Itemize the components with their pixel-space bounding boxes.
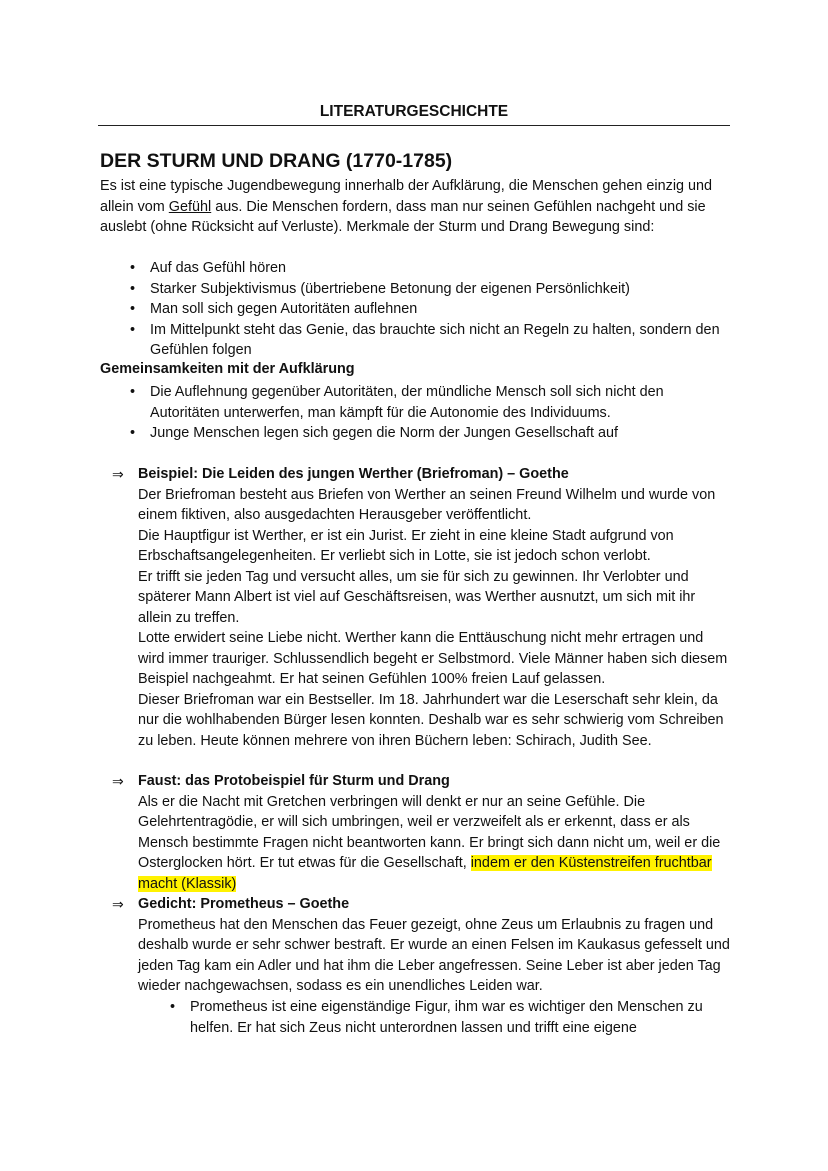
intro-underlined-word: Gefühl [168, 198, 212, 215]
intro-paragraph [100, 176, 740, 238]
prometheus-title: Gedicht: Prometheus – Goethe [138, 896, 350, 912]
intro-text-after: aus. Die Menschen fordern, dass man nur seinen Gefühlen nachgeht und sie auslebt (ohne Rücksicht auf Verluste). Merkmale der Sturm und Drang Bewegung sind: [100, 198, 706, 235]
faust-text: Als er die Nacht mit Gretchen verbringen will denkt er nur an seine Gefühle. Die Gelehrtentragödie, er will sich umbringen, weil er verzweifelt als er erkennt, dass er als Mensch bestimmte Fragen nicht beantworten kann. Er bringt sich dann nicht um, weil er die Osterglocken hört. Er tut etwas für die Gesellschaft, [138, 793, 721, 871]
section-heading: DER STURM UND DRANG (1770-1785) [100, 150, 453, 172]
list-item: • Starker Subjektivismus (übertriebene Betonung der eigenen Persönlichkeit) [128, 279, 736, 300]
list-item: • Man soll sich gegen Autoritäten auflehnen [128, 299, 736, 320]
common-features-heading: Gemeinsamkeiten mit der Aufklärung [100, 361, 355, 377]
prometheus-points-list [168, 997, 734, 1038]
arrow-icon: ⇒ [112, 466, 124, 482]
bullet-icon: • [130, 280, 136, 297]
bullet-icon: • [170, 999, 176, 1015]
werther-paragraph-5: Dieser Briefroman war ein Bestseller. Im 18. Jahrhundert war die Leserschaft sehr klein, da nur die wohlhabenden Bürger lesen konnten. Deshalb war es sehr schwierig vom Schreiben zu leben. Heute können mehrere von ihren Büchern leben: Schirach, Judith See. [138, 691, 724, 749]
bullet-icon: • [130, 260, 136, 276]
werther-paragraph-1: Der Briefroman besteht aus Briefen von Werther an seinen Freund Wilhelm und wurde von einem fiktiven, also ausgedachten Herausgeber veröffentlicht. [138, 486, 716, 523]
title-underline-rule [98, 125, 730, 126]
prometheus-section [112, 894, 732, 997]
bullet-icon: • [130, 425, 136, 441]
list-item: • Junge Menschen legen sich gegen die Norm der Jungen Gesellschaft auf [128, 423, 736, 444]
faust-highlighted-text: indem er den Küstenstreifen fruchtbar macht (Klassik) [138, 855, 712, 892]
werther-paragraph-3: Er trifft sie jeden Tag und versucht alles, um sie für sich zu gewinnen. Ihr Verlobter und späterer Mann Albert ist viel auf Geschäftsreisen, was Werther ausnutzt, um sich mit ihr allein zu treffen. [138, 568, 696, 626]
intro-text-before: Es ist eine typische Jugendbewegung innerhalb der Aufklärung, die Menschen gehen einzig und allein vom [100, 178, 713, 215]
werther-body [112, 485, 732, 752]
list-item: • Im Mittelpunkt steht das Genie, das brauchte sich nicht an Regeln zu halten, sondern den Gefühlen folgen [130, 321, 720, 358]
arrow-icon: ⇒ [112, 896, 124, 912]
bullet-icon: • [130, 301, 136, 317]
features-list [128, 258, 736, 361]
werther-section [112, 464, 732, 751]
bullet-icon: • [130, 384, 136, 400]
list-item: • Die Auflehnung gegenüber Autoritäten, der mündliche Mensch soll sich nicht den Autoritäten unterwerfen, man kämpft für die Autonomie des Individuums. [130, 384, 664, 421]
werther-paragraph-2: Die Hauptfigur ist Werther, er ist ein Jurist. Er zieht in eine kleine Stadt aufgrund von Erbschaftsangelegenheiten. Er verliebt sich in Lotte, sie ist jedoch schon verlobt. [138, 527, 674, 564]
arrow-icon: ⇒ [112, 773, 124, 789]
werther-title: Beispiel: Die Leiden des jungen Werther (Briefroman) – Goethe [138, 466, 569, 482]
faust-title: Faust: das Protobeispiel für Sturm und Drang [138, 773, 450, 789]
document-title: LITERATURGESCHICHTE [319, 103, 509, 120]
bullet-icon: • [130, 321, 136, 338]
prometheus-body: Prometheus hat den Menschen das Feuer gezeigt, ohne Zeus um Erlaubnis zu fragen und deshalb wurde er sehr schwer bestraft. Er wurde an einen Felsen im Kaukasus gefesselt und jeden Tag kam ein Adler und hat ihm die Leber angefressen. Seine Leber ist aber jeden Tag wieder nachgewachsen, sodass es ein unendliches Leiden war. [138, 916, 730, 994]
werther-paragraph-4: Lotte erwidert seine Liebe nicht. Werther kann die Enttäuschung nicht mehr ertragen und wird immer trauriger. Schlussendlich begeht er Selbstmord. Viele Männer haben sich diesem Beispiel nachgeahmt. Er hat seinen Gefühlen 100% freien Lauf gelassen. [138, 630, 728, 687]
list-item: • Prometheus ist eine eigenständige Figur, ihm war es wichtiger den Menschen zu helfen. Er hat sich Zeus nicht unterordnen lassen und trifft eine eigene [170, 999, 703, 1036]
faust-section [112, 771, 732, 894]
list-item: • Auf das Gefühl hören [128, 258, 736, 279]
faust-body [112, 792, 732, 895]
common-features-list [128, 382, 736, 444]
